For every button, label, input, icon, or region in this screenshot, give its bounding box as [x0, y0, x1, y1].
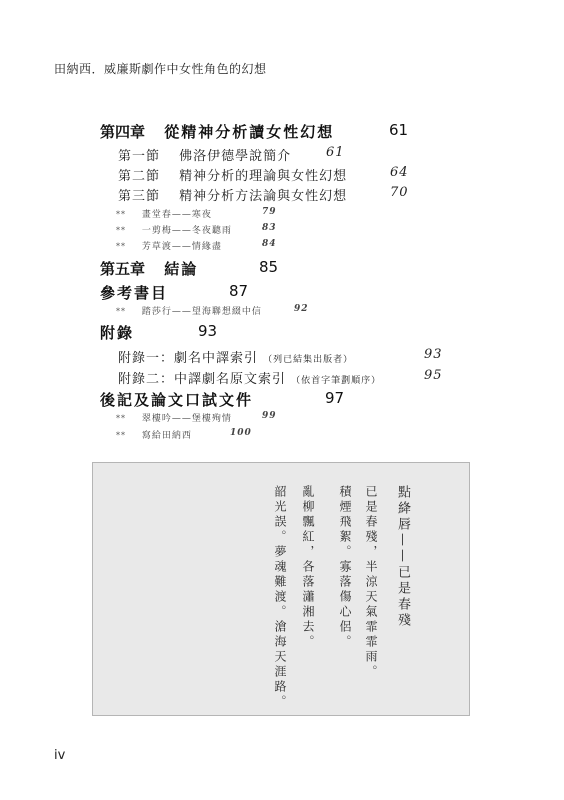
toc-section-title: 精神分析的理論與女性幻想 [179, 169, 348, 184]
toc-page-number: 92 [294, 304, 309, 314]
toc-page-number: 99 [262, 411, 277, 421]
toc-page-number: 79 [262, 207, 277, 217]
toc-page-number: 61 [389, 121, 409, 139]
toc-section-title: 精神分析方法論與女性幻想 [179, 189, 348, 204]
toc-chapter-title: 後記及論文口試文件 [100, 391, 254, 409]
toc-page-number: 83 [262, 223, 277, 233]
toc-section-title: 附錄二：中譯劇名原文索引 [118, 372, 287, 387]
toc-poem-title: 畫堂春——寒夜 [141, 210, 212, 220]
toc-section-label: 第三節 [118, 189, 161, 204]
toc-page-number: 97 [325, 389, 345, 407]
toc-poem-title: 寫給田納西 [141, 431, 192, 441]
poem-line: 亂柳飄紅，各落瀟湘去。 [301, 485, 315, 650]
asterisk-marker: ** [116, 431, 126, 440]
toc-references [100, 282, 168, 303]
toc-section-title: 附錄一：劇名中譯索引 [118, 351, 259, 366]
toc-section-title: 佛洛伊德學說簡介 [179, 149, 292, 164]
toc-page-number: 85 [259, 258, 279, 276]
poem-line: 已是春殘，半涼天氣霏霏雨。 [364, 485, 378, 680]
toc-appendix-2 [118, 368, 381, 387]
toc-chapter-title: 從精神分析讀女性幻想 [164, 123, 335, 141]
toc-note: （依首字筆劃順序） [291, 376, 382, 386]
toc-section-3 [118, 185, 347, 204]
toc-chapter-title: 結論 [164, 260, 199, 278]
asterisk-marker: ** [116, 307, 126, 316]
toc-appendix-1 [118, 347, 353, 366]
toc-poem-entry [116, 304, 262, 317]
toc-chapter-label: 第四章 [100, 123, 146, 141]
toc-chapter-title: 參考書目 [100, 284, 169, 302]
toc-page-number: 70 [390, 185, 409, 200]
toc-poem-entry [116, 223, 232, 236]
toc-poem-title: 翠樓吟——堡樓殉情 [141, 414, 232, 424]
toc-page-number: 84 [262, 239, 277, 249]
toc-section-label: 第一節 [118, 149, 161, 164]
toc-page-number: 64 [390, 165, 409, 180]
poem-box [92, 462, 470, 716]
toc-appendix [100, 322, 134, 343]
toc-page-number: 93 [424, 347, 443, 362]
toc-page-number: 87 [229, 282, 249, 300]
toc-poem-title: 芳草渡——情緣盡 [141, 242, 222, 252]
toc-poem-entry [116, 411, 232, 424]
toc-chapter-label: 第五章 [100, 260, 146, 278]
toc-poem-title: 踏莎行——望海聯想綴中信 [141, 307, 262, 317]
toc-poem-entry [116, 207, 212, 220]
asterisk-marker: ** [116, 414, 126, 423]
toc-page-number: 61 [326, 145, 345, 160]
toc-section-2 [118, 165, 347, 184]
toc-section-1 [118, 145, 291, 164]
poem-line: 韶光誤。夢魂難渡。滄海天涯路。 [273, 485, 287, 710]
asterisk-marker: ** [116, 226, 126, 235]
page-number: iv [54, 748, 66, 763]
toc-page-number: 95 [424, 368, 443, 383]
toc-section-label: 第二節 [118, 169, 161, 184]
toc-chapter-4 [100, 121, 334, 142]
asterisk-marker: ** [116, 242, 126, 251]
toc-poem-title: 一剪梅——冬夜聽雨 [141, 226, 232, 236]
toc-page-number: 100 [230, 428, 252, 438]
running-header: 田納西．威廉斯劇作中女性角色的幻想 [54, 62, 267, 76]
poem-line: 積煙飛絮。寡落傷心侶。 [338, 485, 352, 650]
toc-chapter-5 [100, 258, 198, 279]
poem-title: 點絳唇——已是春殘 [395, 485, 410, 629]
asterisk-marker: ** [116, 210, 126, 219]
toc-page-number: 93 [198, 322, 218, 340]
toc-poem-entry [116, 428, 192, 441]
toc-postscript [100, 389, 253, 410]
toc-note: （列已結集出版者） [263, 355, 354, 365]
toc-poem-entry [116, 239, 222, 252]
toc-chapter-title: 附錄 [100, 324, 135, 342]
